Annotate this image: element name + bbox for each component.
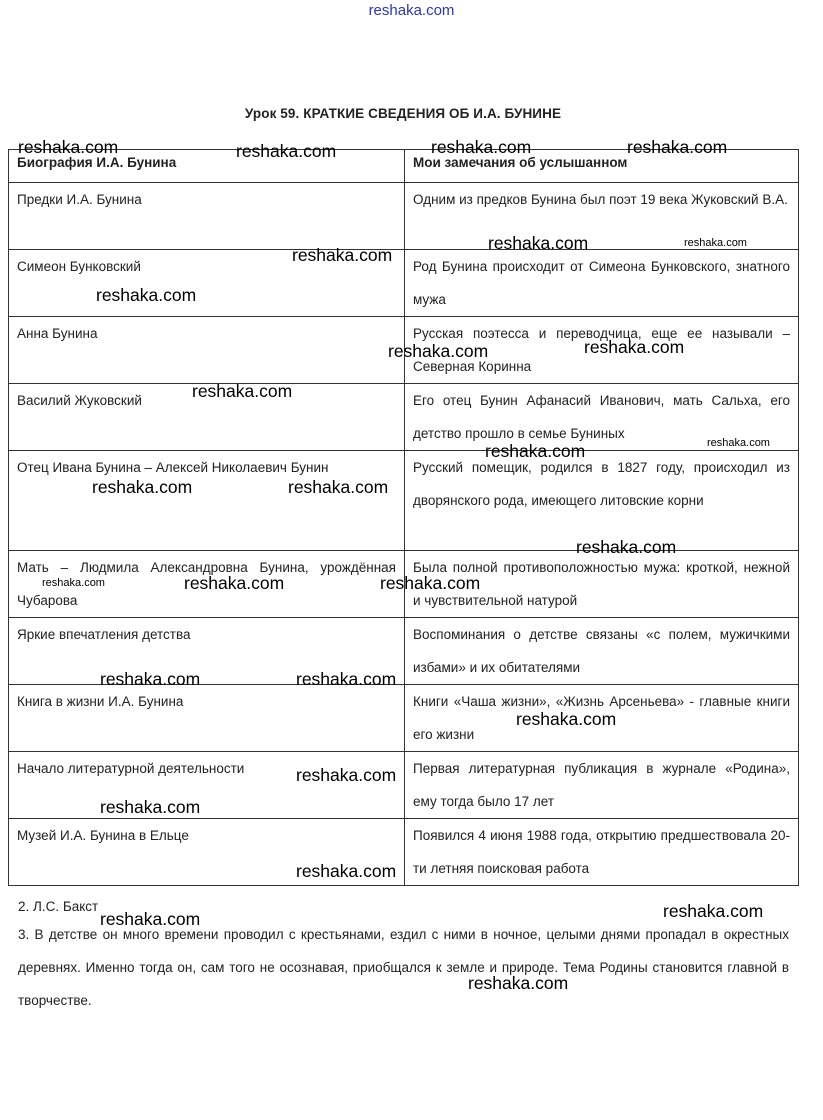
watermark: reshaka.com: [516, 709, 617, 729]
watermark: reshaka.com: [42, 577, 105, 589]
table-row: [9, 819, 799, 886]
table-cell: Яркие впечатления детства: [9, 618, 405, 685]
watermark: reshaka.com: [288, 477, 389, 497]
table-cell: Род Бунина происходит от Симеона Бунковского, знатного мужа: [405, 250, 799, 317]
column-header: Биография И.А. Бунина: [9, 150, 405, 183]
table-cell: Воспоминания о детстве связаны «с полем, мужичкими избами» и их обитателями: [405, 618, 799, 685]
answer-item-3: 3. В детстве он много времени проводил с крестьянами, ездил с ними в ночное, целыми днями пропадал в окрестных деревнях. Именно тогда он, сам того не осознавая, приобщался к земле и природе. Тема Родины становится главной в творчестве.: [18, 927, 789, 1008]
table-cell: Книга в жизни И.А. Бунина: [9, 685, 405, 752]
watermark: reshaka.com: [684, 237, 747, 249]
table-cell: Василий Жуковский: [9, 384, 405, 451]
watermark: reshaka.com: [296, 861, 397, 881]
watermark: reshaka.com: [184, 573, 285, 593]
table-cell: Была полной противоположностью мужа: кроткой, нежной и чувствительной натурой: [405, 551, 799, 618]
watermark: reshaka.com: [485, 441, 586, 461]
watermark: reshaka.com: [388, 341, 489, 361]
watermark: reshaka.com: [96, 285, 197, 305]
table-row: [9, 384, 799, 451]
table-row: [9, 685, 799, 752]
watermark: reshaka.com: [468, 973, 569, 993]
watermark: reshaka.com: [627, 137, 728, 157]
table-row: [9, 250, 799, 317]
watermark: reshaka.com: [92, 477, 193, 497]
biography-table: [8, 149, 799, 886]
table-cell: Мать – Людмила Александровна Бунина, урождённая Чубарова: [9, 551, 405, 618]
watermark: reshaka.com: [707, 437, 770, 449]
page-title: Урок 59. КРАТКИЕ СВЕДЕНИЯ ОБ И.А. БУНИНЕ: [244, 106, 562, 121]
table-cell: Первая литературная публикация в журнале «Родина», ему тогда было 17 лет: [405, 752, 799, 819]
table-cell: Симеон Бунковский: [9, 250, 405, 317]
table-cell: Книги «Чаша жизни», «Жизнь Арсеньева» - главные книги его жизни: [405, 685, 799, 752]
watermark: reshaka.com: [431, 137, 532, 157]
watermark: reshaka.com: [576, 537, 677, 557]
watermark: reshaka.com: [18, 137, 119, 157]
table-cell: Начало литературной деятельности: [9, 752, 405, 819]
table-row: [9, 183, 799, 250]
watermark: reshaka.com: [296, 765, 397, 785]
watermark: reshaka.com: [488, 233, 589, 253]
watermark: reshaka.com: [584, 337, 685, 357]
answer-item-2: 2. Л.С. Бакст: [18, 899, 99, 914]
watermark: reshaka.com: [236, 141, 337, 161]
watermark: reshaka.com: [663, 901, 764, 921]
table-cell: Анна Бунина: [9, 317, 405, 384]
watermark: reshaka.com: [292, 245, 393, 265]
watermark: reshaka.com: [380, 573, 481, 593]
site-link[interactable]: reshaka.com: [368, 2, 455, 19]
column-header: Мои замечания об услышанном: [405, 150, 799, 183]
table-cell: Предки И.А. Бунина: [9, 183, 405, 250]
table-cell: Русская поэтесса и переводчица, еще ее называли – Северная Коринна: [405, 317, 799, 384]
table-cell: Одним из предков Бунина был поэт 19 века Жуковский В.А.: [405, 183, 799, 250]
table-row: [9, 752, 799, 819]
watermark: reshaka.com: [296, 669, 397, 689]
table-cell: Отец Ивана Бунина – Алексей Николаевич Бунин: [9, 451, 405, 551]
watermark: reshaka.com: [192, 381, 293, 401]
table-row: [9, 451, 799, 551]
watermark: reshaka.com: [100, 669, 201, 689]
table-cell: Музей И.А. Бунина в Ельце: [9, 819, 405, 886]
table-row: [9, 317, 799, 384]
table-cell: Появился 4 июня 1988 года, открытию предшествовала 20-ти летняя поисковая работа: [405, 819, 799, 886]
watermark: reshaka.com: [100, 797, 201, 817]
table-row: [9, 551, 799, 618]
table-cell: Его отец Бунин Афанасий Иванович, мать Сальха, его детство прошло в семье Буниных: [405, 384, 799, 451]
table-header-row: [9, 150, 799, 183]
table-row: [9, 618, 799, 685]
watermark: reshaka.com: [100, 909, 201, 929]
table-cell: Русский помещик, родился в 1827 году, происходил из дворянского рода, имеющего литовские корни: [405, 451, 799, 551]
